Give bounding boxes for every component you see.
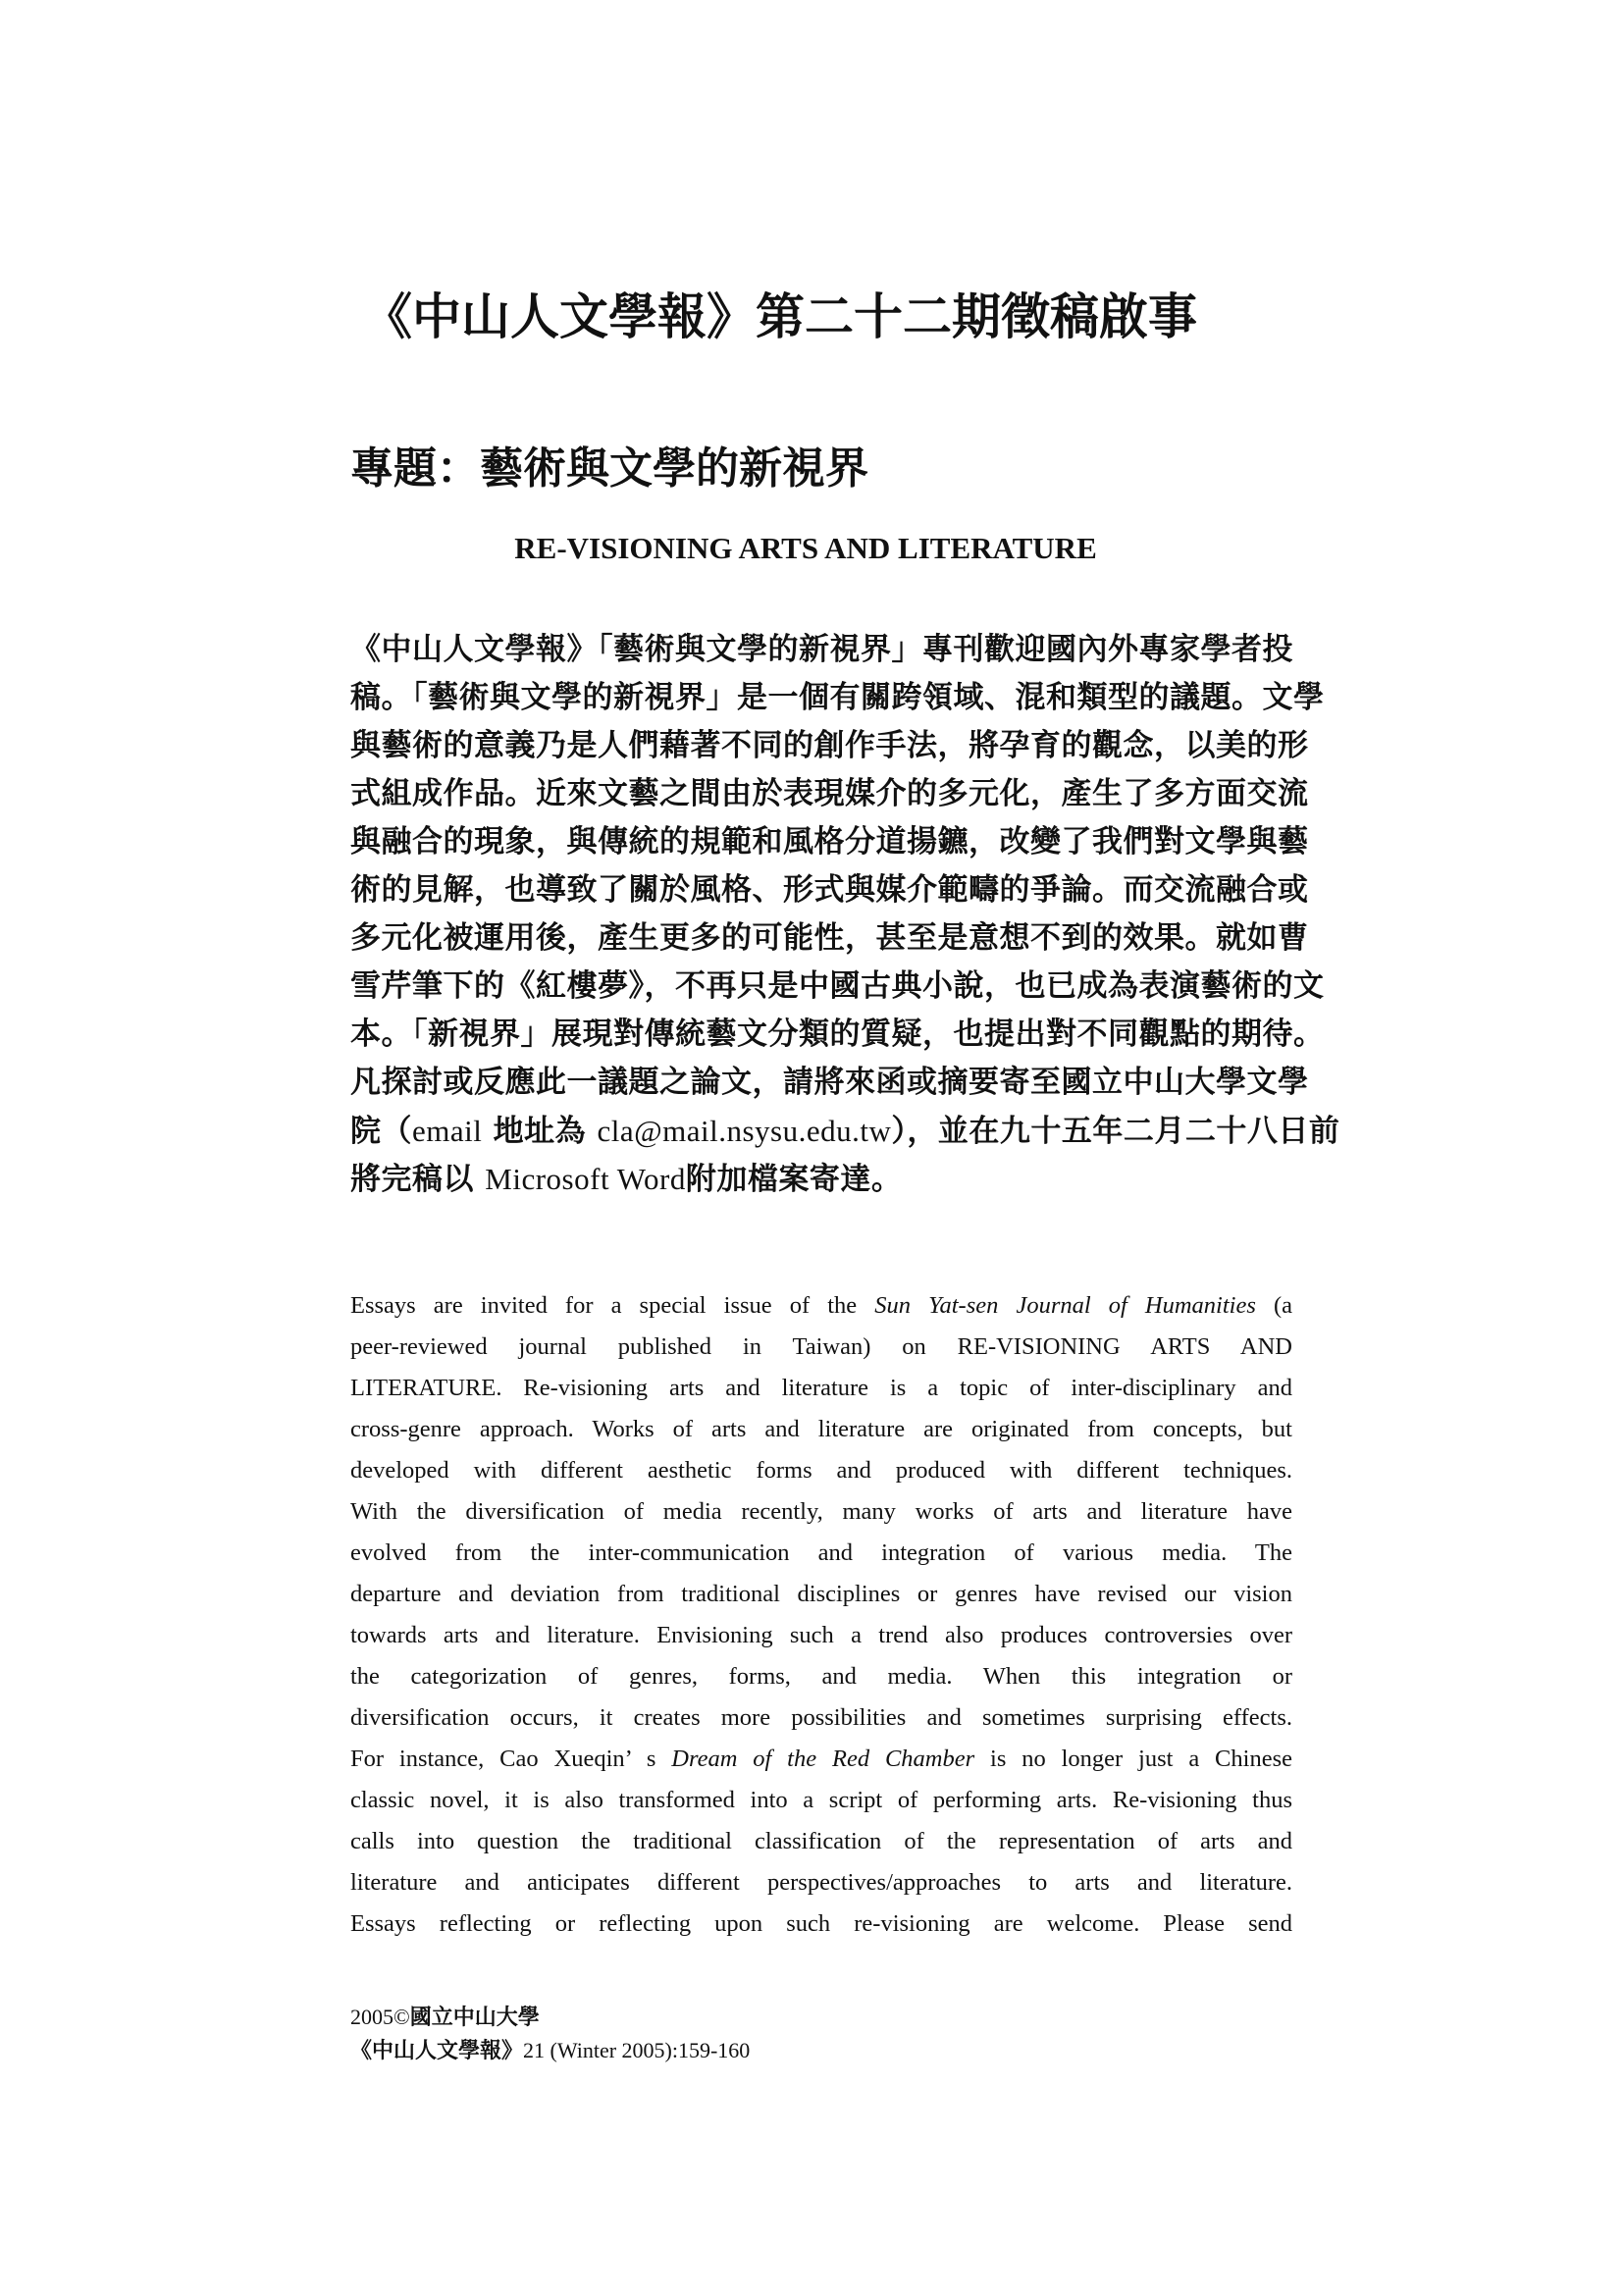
en-body-line: calls into question the traditional classification of the representation of arts and (350, 1828, 1292, 1854)
footer-issue: 21 (Winter 2005):159-160 (523, 2038, 751, 2062)
zh-line11-mid: 地址為 (482, 1114, 598, 1149)
topic-title-en: RE-VISIONING ARTS AND LITERATURE (514, 531, 1097, 565)
journal-name: Sun Yat-sen Journal of Humanities (874, 1292, 1256, 1319)
zh-body-line: 多元化被運用後，產生更多的可能性，甚至是意想不到的效果。就如曹 (350, 920, 1309, 956)
book-title: Dream of the Red Chamber (671, 1746, 975, 1772)
zh-body-line: 本。「新視界」展現對傳統藝文分類的質疑，也提出對不同觀點的期待。 (350, 1017, 1325, 1052)
page-title: 《中山人文學報》第二十二期徵稿啟事 (363, 288, 1197, 345)
email-label: email (412, 1114, 483, 1148)
copyright-footer (350, 2001, 1037, 2067)
footer-journal: 《中山人文學報》 (350, 2039, 524, 2063)
en-body-line: literature and anticipates different perspectives/approaches to arts and literature. (350, 1869, 1292, 1896)
en-body-line: the categorization of genres, forms, and media. When this integration or (350, 1663, 1292, 1690)
topic-title-zh: 專題：藝術與文學的新視界 (350, 443, 868, 494)
en-body-line: towards arts and literature. Envisioning such a trend also produces controversies over (350, 1622, 1292, 1648)
chinese-call-for-papers (350, 626, 1340, 1203)
footer-copyright-line (350, 2001, 1037, 2034)
zh-body-line: 式組成作品。近來文藝之間由於表現媒介的多元化，產生了多方面交流 (350, 776, 1309, 811)
en-body-line: evolved from the inter-communication and integration of various media. The (350, 1539, 1292, 1566)
footer-year: 2005© (350, 2005, 410, 2029)
en-body-line: cross-genre approach. Works of arts and literature are originated from concepts, but (350, 1416, 1292, 1442)
zh-body-line: 術的見解，也導致了關於風格、形式與媒介範疇的爭論。而交流融合或 (350, 872, 1309, 908)
software-name: Microsoft Word (485, 1162, 686, 1196)
en-body-line: developed with different aesthetic forms and produced with different techniques. (350, 1457, 1292, 1484)
email-address: cla@mail.nsysu.edu.tw (597, 1114, 892, 1148)
zh-body-line: 與藝術的意義乃是人們藉著不同的創作手法，將孕育的觀念，以美的形 (350, 728, 1309, 763)
en-body-line: With the diversification of media recently, many works of arts and literature have (350, 1498, 1292, 1525)
en-body-line: diversification occurs, it creates more possibilities and sometimes surprising effects. (350, 1704, 1292, 1731)
footer-university: 國立中山大學 (409, 2006, 540, 2030)
en-body-line (350, 1285, 1292, 1327)
english-call-for-papers (350, 1285, 1292, 1945)
zh-body-line-final (350, 1155, 1273, 1203)
en-line1-start: Essays are invited for a special issue of the (350, 1292, 875, 1319)
zh-body-line-email (350, 1107, 1340, 1155)
en-body-line: peer-reviewed journal published in Taiwan) on RE-VISIONING ARTS AND (350, 1333, 1292, 1360)
footer-citation-line (350, 2034, 1037, 2067)
zh-body-line: 稿。「藝術與文學的新視界」是一個有關跨領域、混和類型的議題。文學 (350, 680, 1325, 715)
zh-line11-suffix: ），並在九十五年二月二十八日前 (891, 1114, 1340, 1149)
en-line1-end: (a (1255, 1292, 1292, 1319)
zh-line12-suffix: 附加檔案寄達。 (685, 1162, 903, 1197)
en-body-line: LITERATURE. Re-visioning arts and literature is a topic of inter-disciplinary and (350, 1375, 1292, 1401)
en-body-line: departure and deviation from traditional disciplines or genres have revised our vision (350, 1581, 1292, 1607)
zh-body-line: 凡探討或反應此一議題之論文，請將來函或摘要寄至國立中山大學文學 (350, 1065, 1309, 1100)
en-line12-start: For instance, Cao Xueqin’ s (350, 1746, 672, 1772)
zh-body-line: 《中山人文學報》「藝術與文學的新視界」專刊歡迎國內外專家學者投 (350, 632, 1293, 667)
en-body-line (350, 1739, 1292, 1780)
en-body-line: Essays reflecting or reflecting upon such re-visioning are welcome. Please send (350, 1910, 1292, 1937)
en-line12-end: is no longer just a Chinese (974, 1746, 1292, 1772)
zh-body-line: 雪芹筆下的《紅樓夢》，不再只是中國古典小說，也已成為表演藝術的文 (350, 968, 1325, 1004)
zh-body-line: 與融合的現象，與傳統的規範和風格分道揚鑣，改變了我們對文學與藝 (350, 824, 1309, 860)
en-body-line: classic novel, it is also transformed into a script of performing arts. Re-visioning thus (350, 1787, 1292, 1813)
zh-line12-prefix: 將完稿以 (350, 1162, 486, 1197)
zh-line11-prefix: 院（ (350, 1114, 412, 1149)
